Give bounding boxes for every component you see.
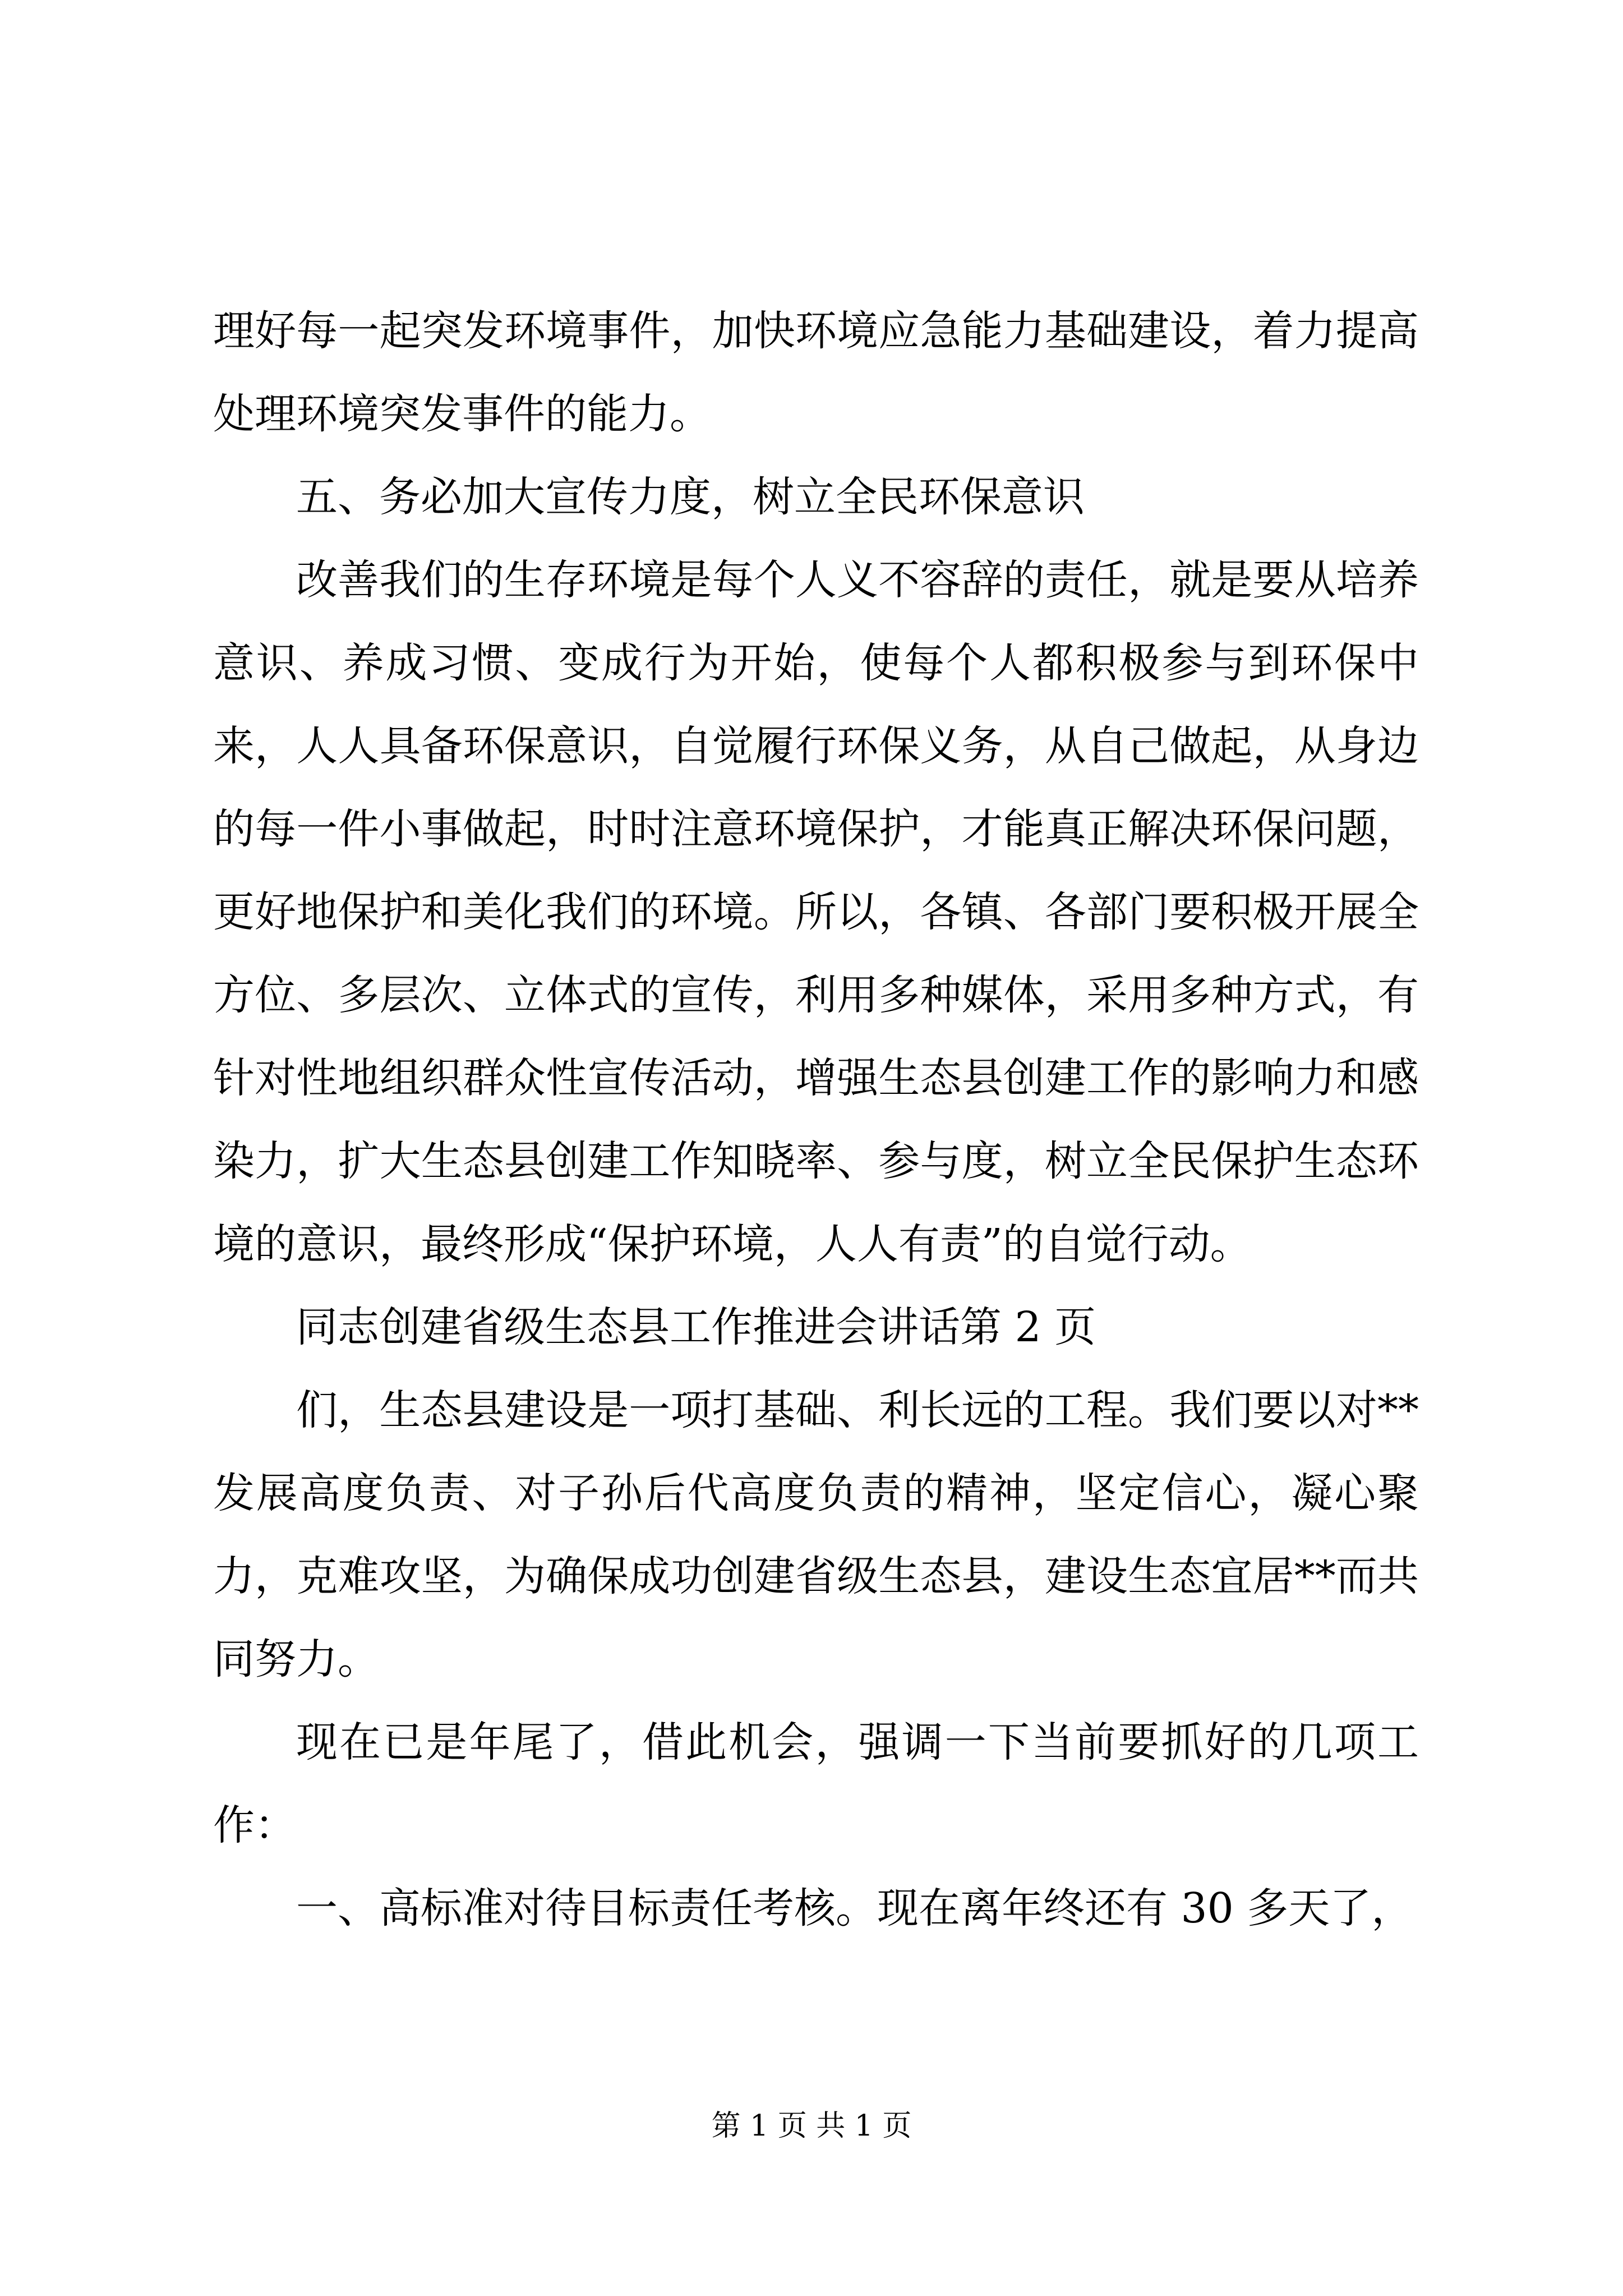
paragraph: 改善我们的生存环境是每个人义不容辞的责任，就是要从培养意识、养成习惯、变成行为开始，使每个人都积极参与到环保中来，人人具备环保意识，自觉履行环保义务，从自己做起，从身边的每一件小事做起，时时注意环境保护，才能真正解决环保问题，更好地保护和美化我们的环境。所以，各镇、各部门要积极开展全方位、多层次、立体式的宣传，利用多种媒体，采用多种方式，有针对性地组织群众性宣传活动，增强生态县创建工作的影响力和感染力，扩大生态县创建工作知晓率、参与度，树立全民保护生态环境的意识，最终形成“保护环境，人人有责”的自觉行动。 <box>213 556 1419 1268</box>
paragraph: 一、高标准对待目标责任考核。现在离年终还有 30 多天了， <box>296 1884 1413 1932</box>
paragraph: 们，生态县建设是一项打基础、利长远的工程。我们要以对**发展高度负责、对子孙后代高度负责的精神，坚定信心，凝心聚力，克难攻坚，为确保成功创建省级生态县，建设生态宜居**而共同努力。 <box>213 1386 1419 1683</box>
paragraph: 现在已是年尾了，借此机会，强调一下当前要抓好的几项工作： <box>213 1718 1419 1849</box>
page-title-line: 同志创建省级生态县工作推进会讲话第 2 页 <box>296 1303 1096 1351</box>
section-heading: 五、务必加大宣传力度，树立全民环保意识 <box>296 473 1085 521</box>
paragraph: 理好每一起突发环境事件，加快环境应急能力基础建设，着力提高处理环境突发事件的能力。 <box>213 307 1419 438</box>
page-footer: 第 1 页 共 1 页 <box>711 2109 912 2143</box>
document-body <box>213 289 1419 1950</box>
